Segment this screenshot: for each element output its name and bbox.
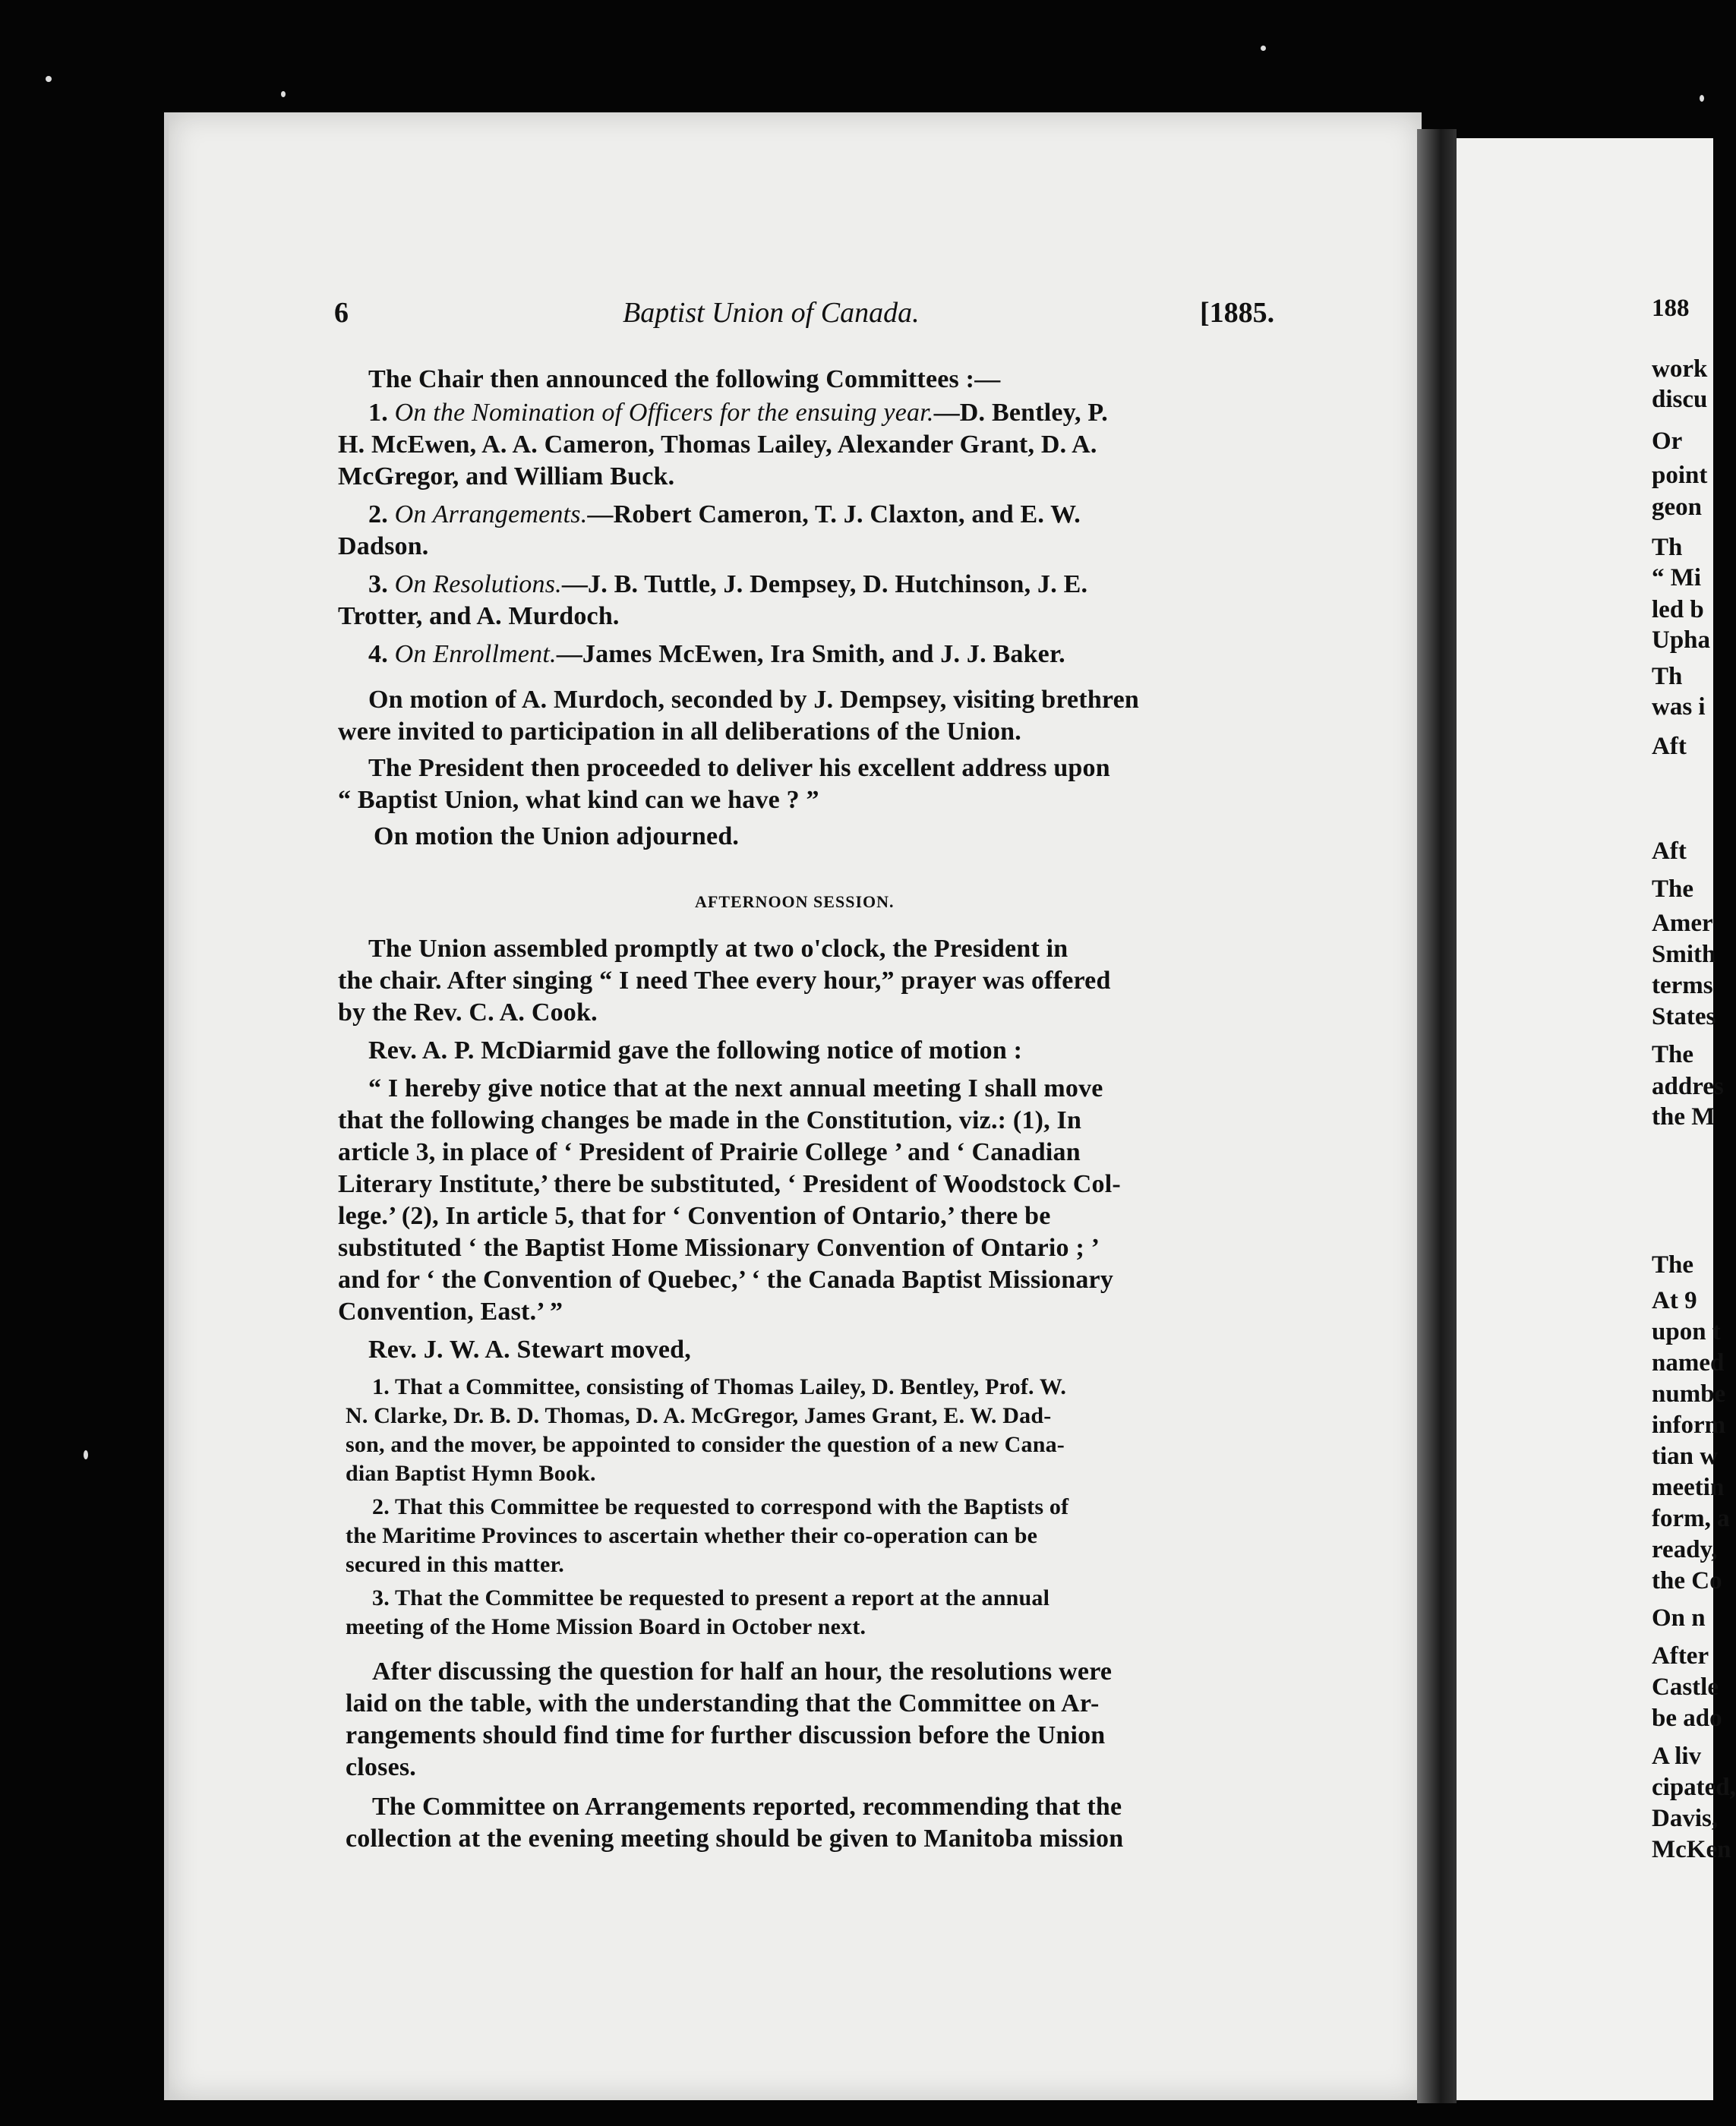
- right-page-line: Amer: [1652, 910, 1713, 937]
- right-page-line: discu: [1652, 386, 1708, 413]
- right-page-line: geon: [1652, 494, 1702, 521]
- right-page-line: The: [1652, 1251, 1694, 1279]
- right-page-line: Smith: [1652, 941, 1716, 968]
- right-page-line: the M: [1652, 1103, 1715, 1131]
- after-discussing-line-4: closes.: [346, 1753, 416, 1781]
- right-page-line: form, a: [1652, 1505, 1730, 1532]
- right-page-line: Aft: [1652, 733, 1687, 760]
- right-page-line: The: [1652, 875, 1694, 903]
- after-discussing-line-2: laid on the table, with the understanding that the Committee on Ar-: [346, 1689, 1100, 1718]
- committee-3-line-2: Trotter, and A. Murdoch.: [338, 602, 620, 630]
- notice-line-4: Literary Institute,’ there be substituted, ‘ President of Woodstock Col-: [338, 1170, 1121, 1198]
- right-page-line: work: [1652, 355, 1708, 383]
- right-page-line: ready,: [1652, 1536, 1718, 1563]
- notice-line-5: lege.’ (2), In article 5, that for ‘ Convention of Ontario,’ there be: [338, 1202, 1051, 1230]
- after-discussing-line-3: rangements should find time for further discussion before the Union: [346, 1721, 1106, 1749]
- dust-speck: [84, 1450, 88, 1459]
- right-page-line: numbe: [1652, 1380, 1726, 1408]
- dust-speck: [46, 76, 52, 82]
- running-title: Baptist Union of Canada.: [623, 297, 920, 329]
- stewart-intro: Rev. J. W. A. Stewart moved,: [368, 1336, 691, 1364]
- resolution-3-line-2: meeting of the Home Mission Board in October next.: [346, 1614, 866, 1639]
- resolution-3-line-1: 3. That the Committee be requested to present a report at the annual: [372, 1585, 1050, 1610]
- motion-visiting-line-2: were invited to participation in all deliberations of the Union.: [338, 718, 1021, 746]
- committee-reported-line-1: The Committee on Arrangements reported, recommending that the: [372, 1793, 1122, 1821]
- right-page-line: be ado: [1652, 1705, 1722, 1732]
- right-page-line: terms: [1652, 972, 1713, 999]
- dust-speck: [1700, 95, 1704, 102]
- notice-line-7: and for ‘ the Convention of Quebec,’ ‘ the Canada Baptist Missionary: [338, 1266, 1114, 1294]
- right-page-line: Castle: [1652, 1673, 1719, 1701]
- right-page-line: Upha: [1652, 626, 1711, 654]
- right-page-line: After: [1652, 1642, 1709, 1670]
- committee-3-line-1: 3. On Resolutions.—J. B. Tuttle, J. Dempsey, D. Hutchinson, J. E.: [368, 570, 1088, 598]
- right-page-line: named: [1652, 1349, 1725, 1377]
- right-page-line: tian w: [1652, 1443, 1719, 1470]
- right-page-line: the Co: [1652, 1567, 1722, 1594]
- committee-2-line-2: Dadson.: [338, 532, 429, 560]
- right-page-line: At 9: [1652, 1287, 1697, 1314]
- right-page-line: States: [1652, 1003, 1716, 1030]
- right-page-line: was i: [1652, 693, 1706, 721]
- afternoon-line-3: by the Rev. C. A. Cook.: [338, 998, 598, 1027]
- right-page-line: point: [1652, 462, 1708, 489]
- right-page-line: McKen: [1652, 1836, 1731, 1863]
- right-page-line: The: [1652, 1041, 1694, 1068]
- committees-intro: The Chair then announced the following Committees :—: [368, 365, 1001, 393]
- committee-4-line-1: 4. On Enrollment.—James McEwen, Ira Smith, and J. J. Baker.: [368, 640, 1065, 668]
- notice-line-3: article 3, in place of ‘ President of Prairie College ’ and ‘ Canadian: [338, 1138, 1081, 1166]
- right-page-line: Th: [1652, 534, 1683, 561]
- afternoon-session-heading: AFTERNOON SESSION.: [695, 892, 895, 911]
- right-page-line: upon t: [1652, 1318, 1721, 1345]
- committee-reported-line-2: collection at the evening meeting should be given to Manitoba mission: [346, 1825, 1124, 1853]
- right-page-line: inform: [1652, 1412, 1726, 1439]
- right-page-line: meetin: [1652, 1474, 1725, 1501]
- right-page-line: Or: [1652, 427, 1683, 455]
- right-page-line: “ Mi: [1652, 564, 1702, 591]
- after-discussing-line-1: After discussing the question for half an hour, the resolutions were: [372, 1658, 1113, 1686]
- book-gutter: [1417, 129, 1457, 2103]
- dust-speck: [1261, 46, 1266, 51]
- resolution-2-line-2: the Maritime Provinces to ascertain whether their co-operation can be: [346, 1523, 1038, 1548]
- committee-1-line-2: H. McEwen, A. A. Cameron, Thomas Lailey, Alexander Grant, D. A.: [338, 431, 1097, 459]
- notice-line-1: “ I hereby give notice that at the next annual meeting I shall move: [368, 1074, 1103, 1102]
- right-page-line: cipated,: [1652, 1774, 1736, 1801]
- right-page-line: led b: [1652, 596, 1704, 623]
- page-header: [334, 296, 1280, 334]
- afternoon-line-2: the chair. After singing “ I need Thee every hour,” prayer was offered: [338, 967, 1111, 995]
- header-year: [1885.: [1200, 297, 1275, 329]
- right-page-line: Aft: [1652, 837, 1687, 865]
- right-page-line: 188: [1652, 295, 1690, 322]
- committee-1-line-3: McGregor, and William Buck.: [338, 462, 675, 490]
- right-page-line: addres: [1652, 1073, 1724, 1100]
- right-page-line: On n: [1652, 1604, 1706, 1632]
- president-address-line-2: “ Baptist Union, what kind can we have ? ”: [338, 786, 819, 814]
- president-address-line-1: The President then proceeded to deliver his excellent address upon: [368, 754, 1110, 782]
- resolution-2-line-3: secured in this matter.: [346, 1552, 564, 1577]
- resolution-1-line-2: N. Clarke, Dr. B. D. Thomas, D. A. McGregor, James Grant, E. W. Dad-: [346, 1403, 1052, 1428]
- right-page-line: Davis,: [1652, 1805, 1719, 1832]
- mcdiarmid-intro: Rev. A. P. McDiarmid gave the following notice of motion :: [368, 1036, 1023, 1065]
- motion-visiting-line-1: On motion of A. Murdoch, seconded by J. Dempsey, visiting brethren: [368, 686, 1140, 714]
- resolution-2-line-1: 2. That this Committee be requested to correspond with the Baptists of: [372, 1494, 1069, 1519]
- page-number: 6: [334, 297, 349, 329]
- notice-line-6: substituted ‘ the Baptist Home Missionary Convention of Ontario ; ’: [338, 1234, 1100, 1262]
- committee-2-line-1: 2. On Arrangements.—Robert Cameron, T. J. Claxton, and E. W.: [368, 500, 1081, 528]
- resolution-1-line-4: dian Baptist Hymn Book.: [346, 1461, 596, 1486]
- resolution-1-line-1: 1. That a Committee, consisting of Thomas Lailey, D. Bentley, Prof. W.: [372, 1374, 1067, 1399]
- notice-line-8: Convention, East.’ ”: [338, 1298, 563, 1326]
- dust-speck: [281, 91, 286, 97]
- adjourned-line: On motion the Union adjourned.: [374, 822, 740, 850]
- resolution-1-line-3: son, and the mover, be appointed to consider the question of a new Cana-: [346, 1432, 1065, 1457]
- right-page-line: Th: [1652, 663, 1683, 690]
- right-page-line: A liv: [1652, 1743, 1702, 1770]
- afternoon-line-1: The Union assembled promptly at two o'clock, the President in: [368, 935, 1068, 963]
- notice-line-2: that the following changes be made in the Constitution, viz.: (1), In: [338, 1106, 1082, 1134]
- committee-1-line-1: 1. On the Nomination of Officers for the ensuing year.—D. Bentley, P.: [368, 399, 1108, 427]
